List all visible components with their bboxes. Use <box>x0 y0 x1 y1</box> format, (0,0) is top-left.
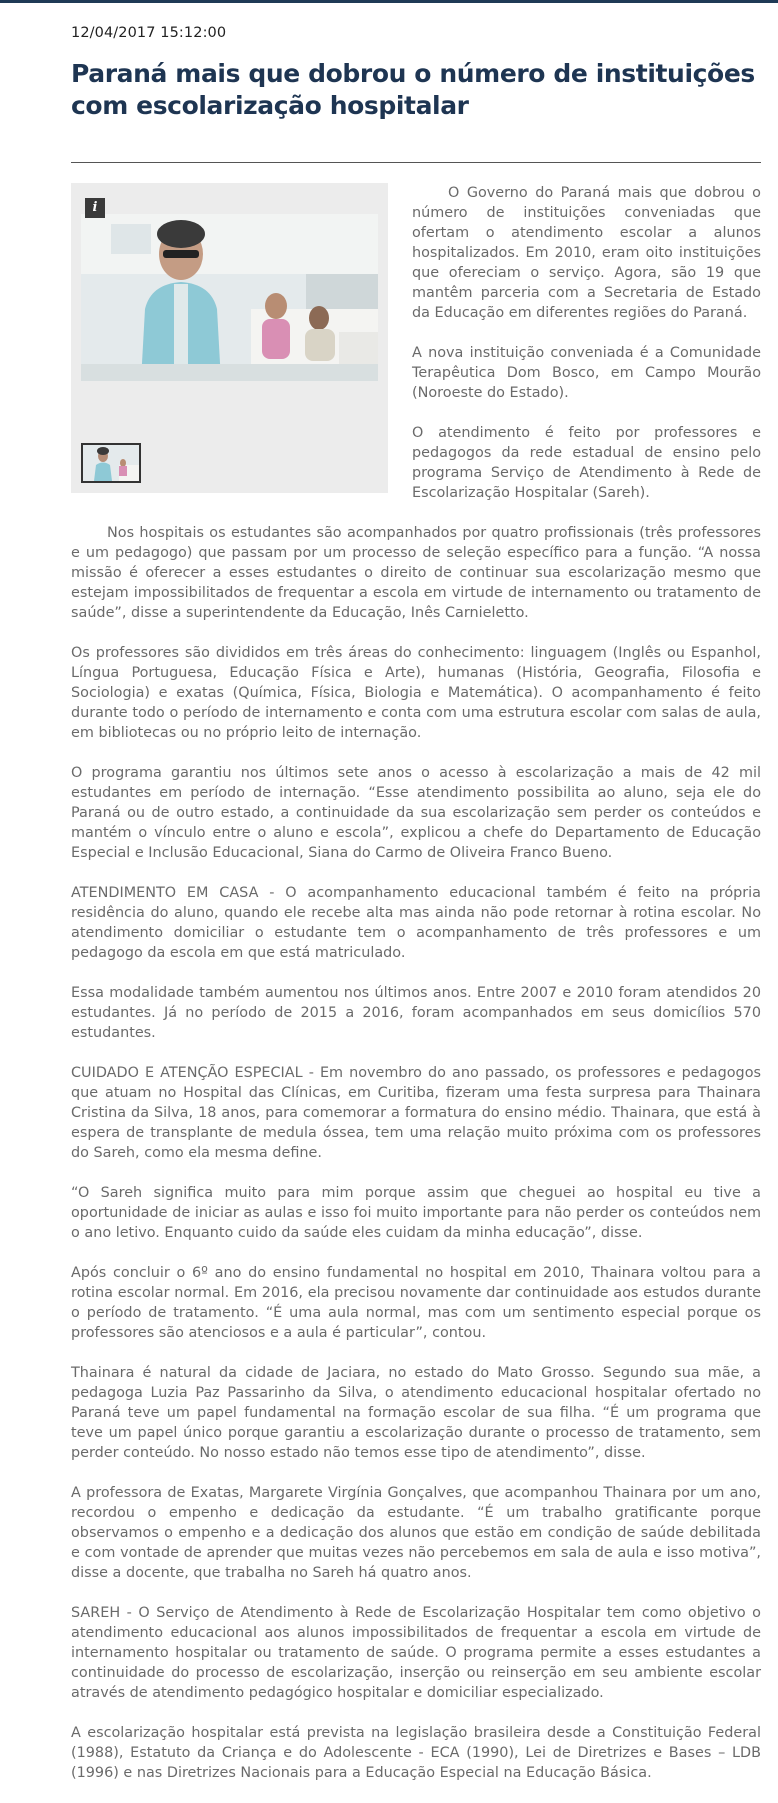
article-paragraph: ATENDIMENTO EM CASA - O acompanhamento educacional também é feito na própria residência do aluno, quando ele recebe alta mas ainda não pode retornar à rotina escolar. No atendimento domiciliar o estudante tem o acompanhamento de três professores e um pedagogo da escola em que está matriculado. <box>71 885 761 961</box>
article-paragraph: SAREH - O Serviço de Atendimento à Rede de Escolarização Hospitalar tem como objetivo o atendimento educacional aos alunos impossibilitados de frequentar a escola em virtude de internamento hospitalar ou tratamento de saúde. O programa permite a esses estudantes a continuidade do processo de escolarização, inserção ou reinserção em seu ambiente escolar através de atendimento pedagógico hospitalar e domiciliar especializado. <box>71 1605 761 1701</box>
info-icon[interactable]: i <box>85 198 105 218</box>
article-paragraph: Os professores são divididos em três áreas do conhecimento: linguagem (Inglês ou Espanhol, Língua Portuguesa, Educação Física e Arte), humanas (História, Geografia, Filosofia e Sociologia) e exatas (Química, Física, Biologia e Matemática). O acompanhamento é feito durante todo o período de internamento e conta com uma estrutura escolar com salas de aula, em bibliotecas ou no próprio leito de internação. <box>71 645 761 741</box>
article-paragraph: A nova instituição conveniada é a Comunidade Terapêutica Dom Bosco, em Campo Mourão (Noroeste do Estado). <box>412 345 761 401</box>
thumbnail-illustration <box>83 445 139 481</box>
article-paragraph: A professora de Exatas, Margarete Virgínia Gonçalves, que acompanhou Thainara por um ano, recordou o empenho e dedicação da estudante. “É um trabalho gratificante porque observamos o empenho e a dedicação dos alunos que estão em condição de saúde debilitada e com vontade de aprender que muitas vezes não percebemos em sala de aula e isso motiva”, disse a docente, que trabalha no Sareh há quatro anos. <box>71 1485 761 1581</box>
article-paragraph: Nos hospitais os estudantes são acompanhados por quatro profissionais (três professores e um pedagogo) que passam por um processo de seleção específico para a função. “A nossa missão é oferecer a esses estudantes o direito de continuar sua escolarização mesmo que estejam impossibilitados de frequentar a escola em virtude de internamento ou tratamento de saúde”, disse a superintendente da Educação, Inês Carnieletto. <box>71 525 761 621</box>
article-paragraph: Após concluir o 6º ano do ensino fundamental no hospital em 2010, Thainara voltou para a rotina escolar normal. Em 2016, ela precisou novamente dar continuidade aos estudos durante o período de tratamento. “É uma aula normal, mas com um sentimento especial porque os professores são atenciosos e a aula é particular”, contou. <box>71 1265 761 1341</box>
title-divider <box>71 162 761 163</box>
article-paragraph: O Governo do Paraná mais que dobrou o número de instituições conveniadas que ofertam o atendimento escolar a alunos hospitalizados. Em 2010, eram oito instituições que ofereciam o serviço. Agora, são 19 que mantêm parceria com a Secretaria de Estado da Educação em diferentes regiões do Paraná. <box>412 185 761 321</box>
article-paragraph: Thainara é natural da cidade de Jaciara, no estado do Mato Grosso. Segundo sua mãe, a pedagoga Luzia Paz Passarinho da Silva, o atendimento educacional hospitalar ofertado no Paraná teve um papel fundamental na formação escolar de sua filha. “É um programa que teve um papel único porque garantiu a escolarização durante o processo de tratamento, sem perder conteúdo. No nosso estado não temos esse tipo de atendimento”, disse. <box>71 1365 761 1461</box>
thumbnail-photo[interactable] <box>81 443 141 483</box>
hospital-photo-illustration <box>81 214 378 381</box>
article-date: 12/04/2017 15:12:00 <box>71 25 227 41</box>
article-paragraph: Essa modalidade também aumentou nos últimos anos. Entre 2007 e 2010 foram atendidos 20 estudantes. Já no período de 2015 a 2016, foram acompanhados em seus domicílios 570 estudantes. <box>71 985 761 1041</box>
article-paragraph: O programa garantiu nos últimos sete anos o acesso à escolarização a mais de 42 mil estudantes em período de internação. “Esse atendimento possibilita ao aluno, seja ele do Paraná ou de outro estado, a continuidade da sua escolarização sem perder os conteúdos e mantém o vínculo entre o aluno e escola”, explicou a chefe do Departamento de Educação Especial e Inclusão Educacional, Siana do Carmo de Oliveira Franco Bueno. <box>71 765 761 861</box>
article-body <box>71 183 761 1803</box>
photo-gallery <box>71 183 388 493</box>
article-paragraph: CUIDADO E ATENÇÃO ESPECIAL - Em novembro do ano passado, os professores e pedagogos que atuam no Hospital das Clínicas, em Curitiba, fizeram uma festa surpresa para Thainara Cristina da Silva, 18 anos, para comemorar a formatura do ensino médio. Thainara, que está à espera de transplante de medula óssea, tem uma relação muito próxima com os professores do Sareh, como ela mesma define. <box>71 1065 761 1161</box>
article-title: Paraná mais que dobrou o número de instituições com escolarização hospitalar <box>71 59 755 120</box>
main-photo[interactable] <box>81 214 378 381</box>
top-bar <box>0 0 778 3</box>
article-paragraph: O atendimento é feito por professores e pedagogos da rede estadual de ensino pelo programa Serviço de Atendimento à Rede de Escolarização Hospitalar (Sareh). <box>412 425 761 501</box>
article-paragraph: A escolarização hospitalar está prevista na legislação brasileira desde a Constituição Federal (1988), Estatuto da Criança e do Adolescente - ECA (1990), Lei de Diretrizes e Bases – LDB (1996) e nas Diretrizes Nacionais para a Educação Especial na Educação Básica. <box>71 1725 761 1781</box>
article-paragraph: “O Sareh significa muito para mim porque assim que cheguei ao hospital eu tive a oportunidade de iniciar as aulas e isso foi muito importante para não perder os conteúdos nem o ano letivo. Enquanto cuido da saúde eles cuidam da minha educação”, disse. <box>71 1185 761 1241</box>
